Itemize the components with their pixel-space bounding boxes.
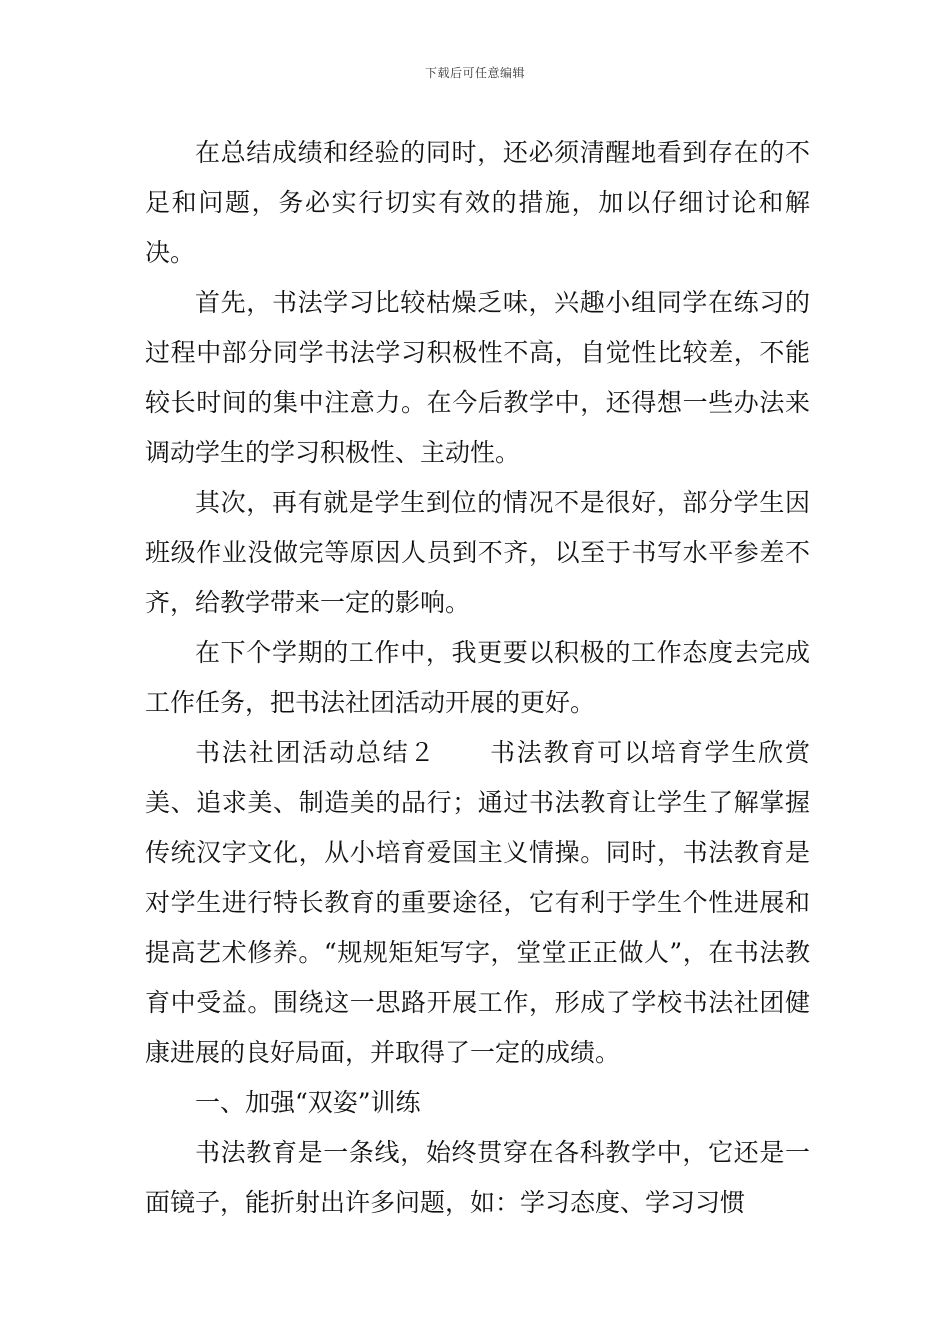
document-body [145,128,810,1228]
paragraph-4: 在下个学期的工作中，我更要以积极的工作态度去完成工作任务，把书法社团活动开展的更好。 [145,638,810,717]
paragraph-5: 书法社团活动总结２ 书法教育可以培育学生欣赏美、追求美、制造美的品行；通过书法教育让学生了解掌握传统汉字文化，从小培育爱国主义情操。同时，书法教育是对学生进行特长教育的重要途径，它有利于学生个性进展和提高艺术修养。“规规矩矩写字，堂堂正正做人”，在书法教育中受益。围绕这一思路开展工作，形成了学校书法社团健康进展的良好局面，并取得了一定的成绩。 [145,738,810,1067]
page-header: 下载后可任意编辑 [424,66,525,80]
paragraph-1: 在总结成绩和经验的同时，还必须清醒地看到存在的不足和问题，务必实行切实有效的措施，加以仔细讨论和解决。 [145,138,810,267]
paragraph-6: 书法教育是一条线，始终贯穿在各科教学中，它还是一面镜子，能折射出许多问题，如：学习态度、学习习惯 [145,1138,810,1217]
paragraph-2: 首先，书法学习比较枯燥乏味，兴趣小组同学在练习的过程中部分同学书法学习积极性不高，自觉性比较差，不能较长时间的集中注意力。在今后教学中，还得想一些办法来调动学生的学习积极性、主动性。 [145,288,810,467]
section-heading: 一、加强“双姿”训练 [195,1088,421,1117]
paragraph-3: 其次，再有就是学生到位的情况不是很好，部分学生因班级作业没做完等原因人员到不齐，以至于书写水平参差不齐，给教学带来一定的影响。 [145,488,810,617]
